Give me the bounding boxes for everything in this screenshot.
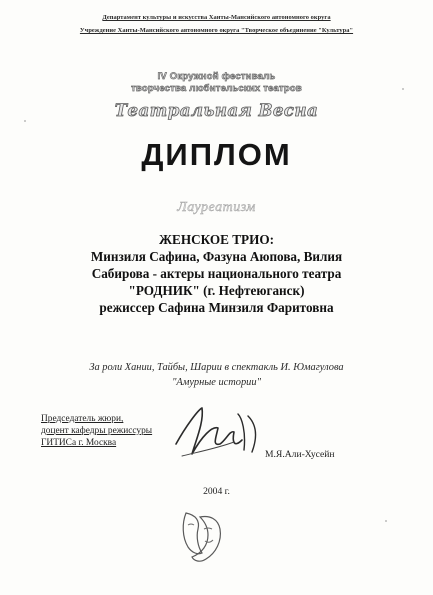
handwritten-signature <box>168 396 278 466</box>
signatory-title <box>41 413 152 449</box>
signatory-title-line: ГИТИСа г. Москва <box>41 438 117 448</box>
organization-line-1: Департамент культуры и искусства Ханты-Мансийского автономного округа <box>102 14 331 21</box>
director-line: режиссер Сафина Минзиля Фаритовна <box>99 300 334 315</box>
recipient-group: ЖЕНСКОЕ ТРИО: <box>159 232 274 247</box>
nomination-title: Лауреатизм <box>177 200 256 215</box>
theatre-masks-logo <box>178 507 224 565</box>
play-title: "Амурные истории" <box>172 377 261 388</box>
recipient-names-line: Минзиля Сафина, Фазуна Аюпова, Вилия <box>90 249 343 264</box>
signatory-title-line: Председатель жюри, <box>41 414 124 424</box>
paper-speck <box>402 88 404 90</box>
festival-title-line-1: IV Окружной фестиваль <box>157 71 276 82</box>
recipient-names-line: Сабирова - актеры национального театра <box>91 266 342 281</box>
signatory-title-line: доцент кафедры режиссуры <box>41 426 153 436</box>
festival-title-line-2: творчества любительских театров <box>131 83 302 94</box>
signatory-name: М.Я.Али-Хусейн <box>265 449 335 460</box>
theatre-name: "РОДНИК" (г. Нефтеюганск) <box>128 283 305 298</box>
organization-line-2: Учреждение Ханты-Мансийского автономного округа "Творческое объединение "Культура" <box>79 27 354 34</box>
paper-speck <box>24 120 26 122</box>
festival-name: Театральная Весна <box>114 101 319 120</box>
issue-year: 2004 г. <box>203 486 230 497</box>
award-reason-line: За роли Хании, Тайбы, Шарии в спектакль И. Юмагулова <box>89 362 344 373</box>
diploma-title: ДИПЛОМ <box>141 137 292 172</box>
paper-speck <box>385 520 387 522</box>
